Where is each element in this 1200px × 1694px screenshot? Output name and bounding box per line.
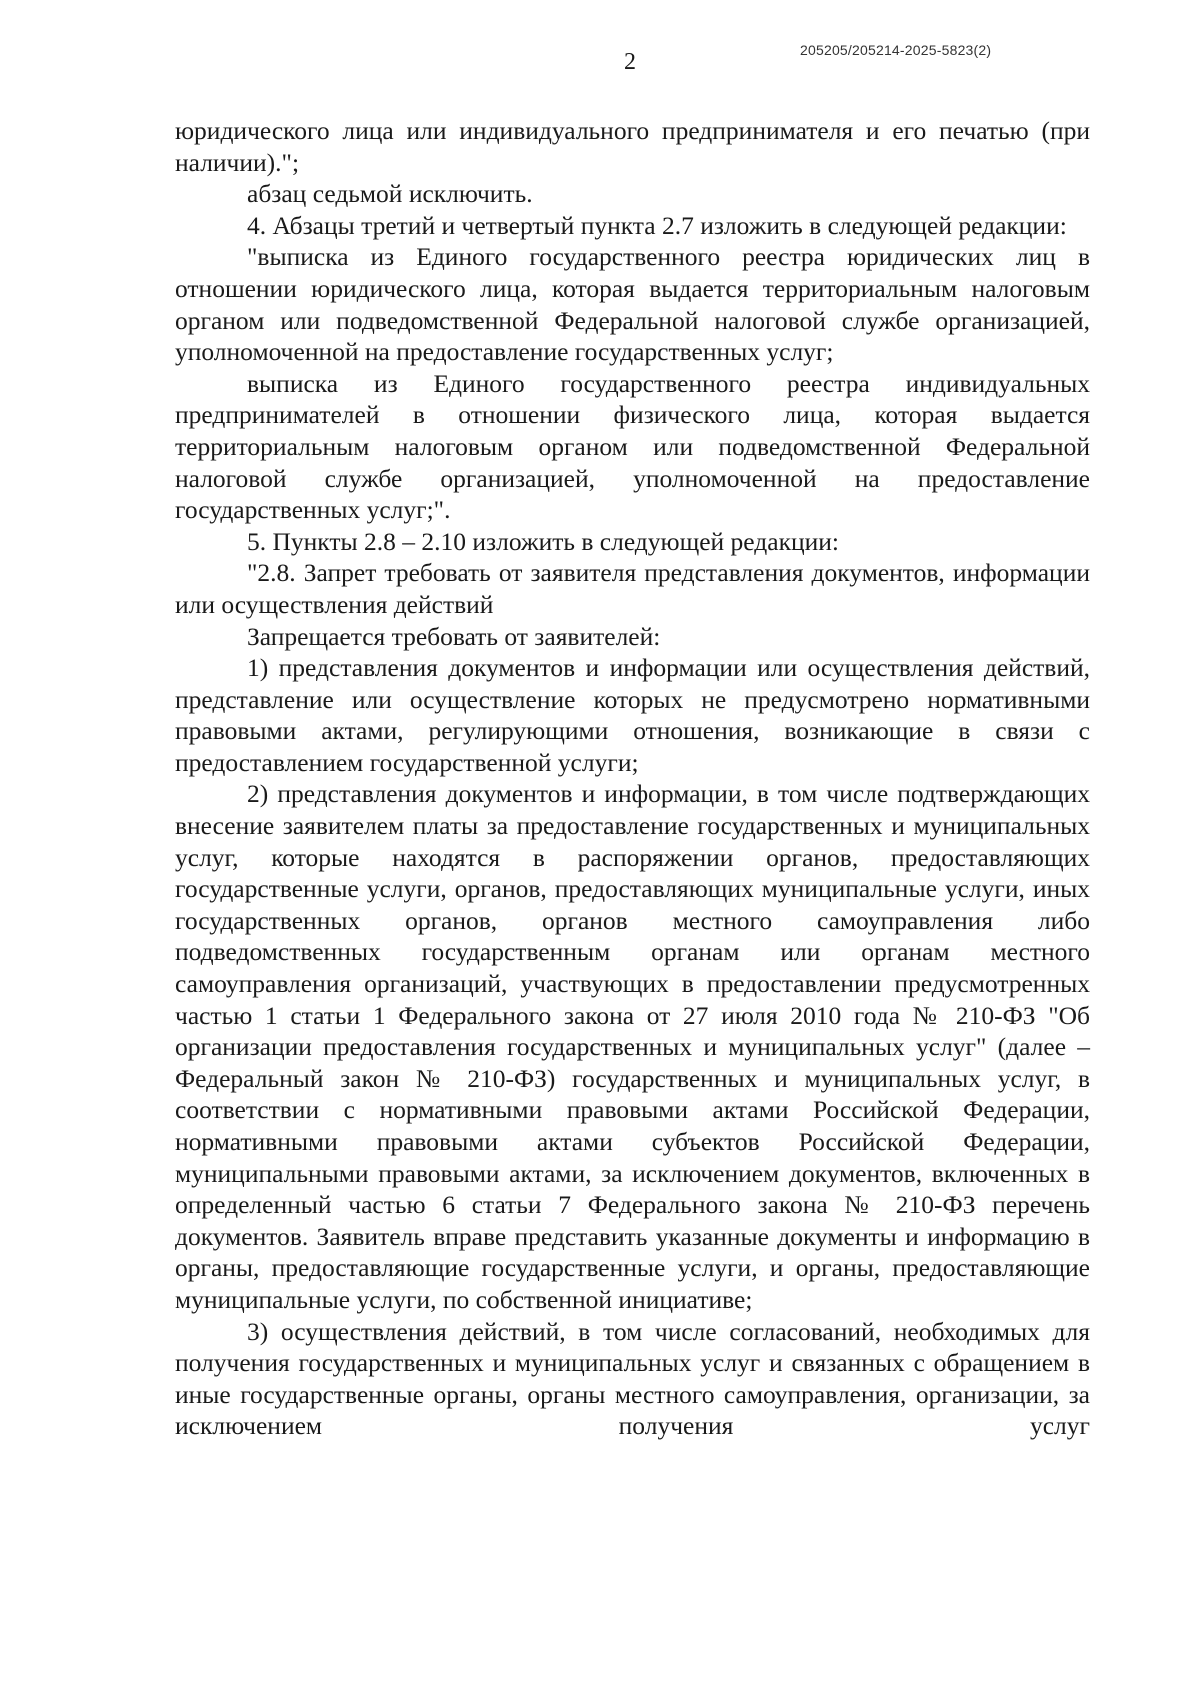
paragraph-egrul-extract: "выписка из Единого государственного реестра юридических лиц в отношении юридического лица, которая выдается территориальным налоговым органом или подведомственной Федеральной налоговой службе организацией, уполномоченной на предоставление государственных услуг;: [175, 242, 1090, 367]
paragraph-2-8-heading: "2.8. Запрет требовать от заявителя представления документов, информации или осуществления действий: [175, 558, 1090, 619]
paragraph-egrip-extract: выписка из Единого государственного реестра индивидуальных предпринимателей в отношении физического лица, которая выдается территориальным налоговым органом или подведомственной Федеральной налоговой службе организацией, уполномоченной на предоставление государственных услуг;".: [175, 368, 1090, 525]
paragraph-continuation: юридического лица или индивидуального предпринимателя и его печатью (при наличии).";: [175, 116, 1090, 177]
paragraph-subitem-3: 3) осуществления действий, в том числе согласований, необходимых для получения государственных и муниципальных услуг и связанных с обращением в иные государственные органы, органы местного самоуправления, организации, за исключением получения услуг: [175, 1316, 1090, 1441]
paragraph-exclude-seventh: абзац седьмой исключить.: [247, 179, 533, 209]
paragraph-subitem-2: 2) представления документов и информации, в том числе подтверждающих внесение заявителем платы за предоставление государственных и муниципальных услуг, которые находятся в распоряжении органов, предоставляющих государственные услуги, органов, предоставляющих муниципальные услуги, иных государственных органов, органов местного самоуправления либо подведомственных государственным органам или органам местного самоуправления организаций, участвующих в предоставлении предусмотренных частью 1 статьи 1 Федерального закона от 27 июля 2010 года № 210-ФЗ "Об организации предоставления государственных и муниципальных услуг" (далее – Федеральный закон № 210-ФЗ) государственных и муниципальных услуг, в соответствии с нормативными правовыми актами Российской Федерации, нормативными правовыми актами субъектов Российской Федерации, муниципальными правовыми актами, за исключением документов, включенных в определенный частью 6 статьи 7 Федерального закона № 210-ФЗ перечень документов. Заявитель вправе представить указанные документы и информацию в органы, предоставляющие государственные услуги, и органы, предоставляющие муниципальные услуги, по собственной инициативе;: [175, 779, 1090, 1314]
document-id: 205205/205214-2025-5823(2): [800, 42, 992, 58]
paragraph-prohibited: Запрещается требовать от заявителей:: [247, 621, 661, 651]
page-number: 2: [624, 49, 636, 75]
paragraph-subitem-1: 1) представления документов и информации или осуществления действий, представление или осуществление которых не предусмотрено нормативными правовыми актами, регулирующими отношения, возникающие в связи с предоставлением государственной услуги;: [175, 653, 1090, 777]
paragraph-item-5: 5. Пункты 2.8 – 2.10 изложить в следующей редакции:: [247, 526, 839, 556]
paragraph-item-4: 4. Абзацы третий и четвертый пункта 2.7 изложить в следующей редакции:: [247, 210, 1067, 240]
document-body: [175, 115, 1090, 1442]
